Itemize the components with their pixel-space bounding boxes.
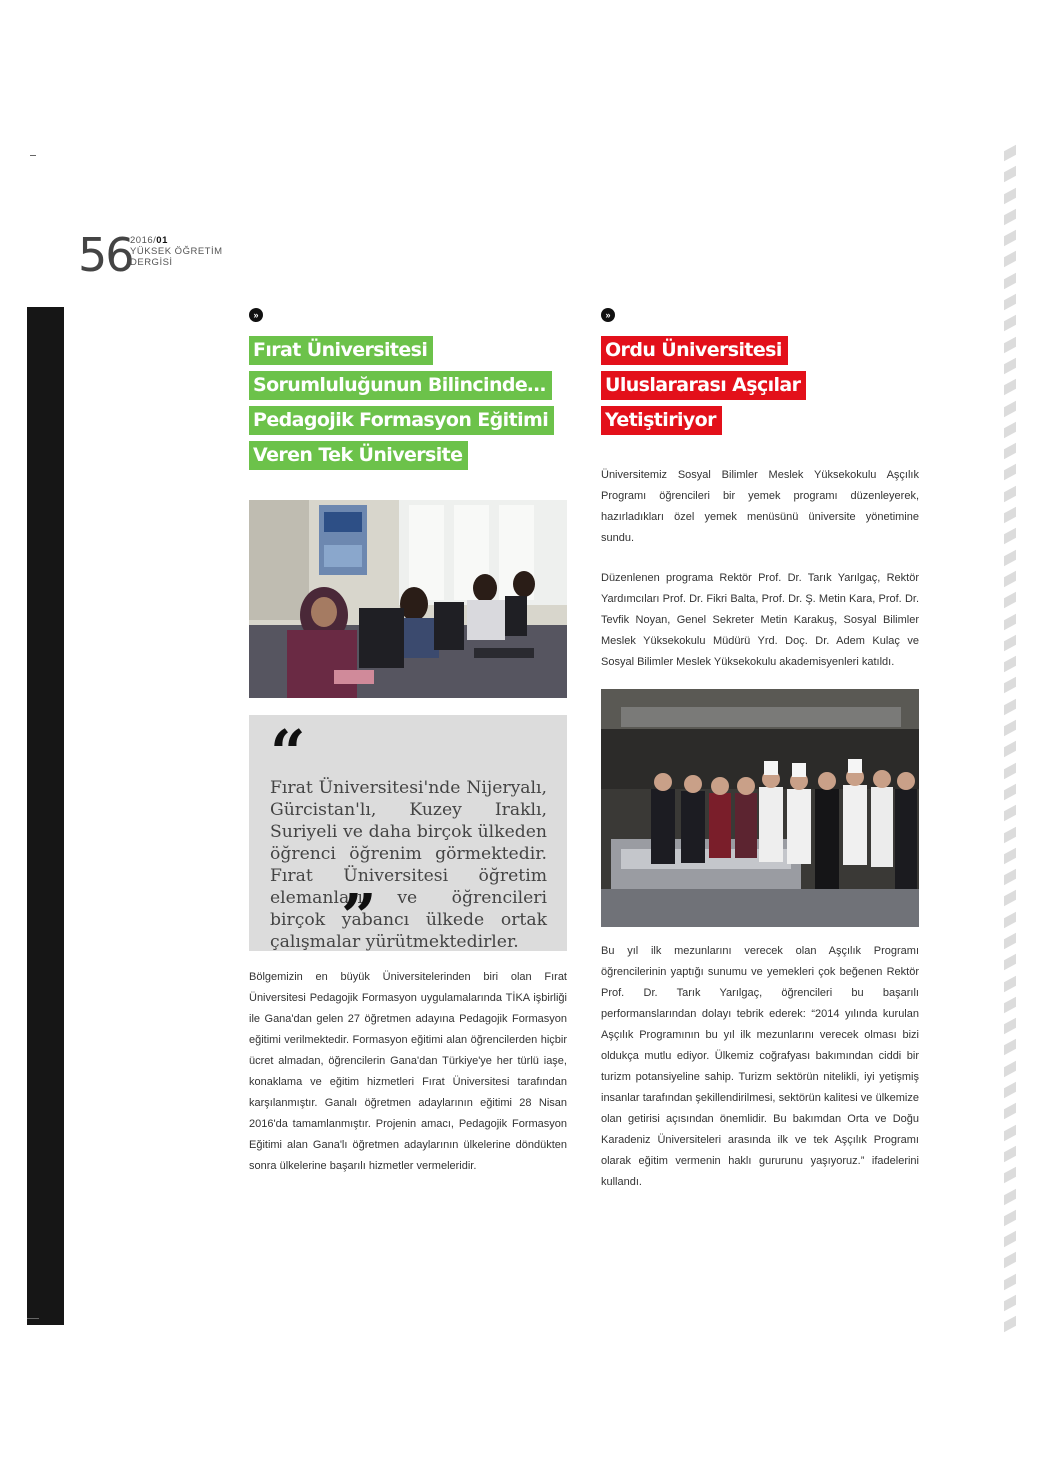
headline-line: Uluslararası Aşçılar <box>601 371 806 400</box>
masthead <box>130 235 223 268</box>
right-article-paragraph: Düzenlenen programa Rektör Prof. Dr. Tarık Yarılgaç, Rektör Yardımcıları Prof. Dr. Fikri Balta, Prof. Dr. Ş. Metin Kara, Prof. Dr. Tevfik Noyan, Genel Sekreter Metin Karakuş, Sosyal Bilimler Meslek Yüksekokulu Müdürü Yrd. Doç. Dr. Adem Kulaç ve Sosyal Bilimler Meslek Yüksekokulu akademisyenleri katıldı. <box>601 572 919 668</box>
classroom-photo <box>249 500 567 698</box>
right-article-paragraph: Bu yıl ilk mezunlarını verecek olan Aşçılık Programı öğrencilerinin yaptığı sunumu ve yemekleri çok beğenen Rektör Prof. Dr. Tarık Yarılgaç, öğrencileri bu başarılı performanslarından dolayı tebrik ederek: “2014 yılında kurulan Aşçılık Programının bu yıl ilk mezunlarını verecek olması bizi oldukça mutlu ediyor. Ülkemiz coğrafyası bakımından ciddi bir turizm potansiyeline sahip. Turizm sektörün nitelikli, iyi yetişmiş insanlar tarafından şekillendirilmesi, sektörün kalitesi ve ülkemize olan getirisi açısından önemlidir. Bu bakımdan Orta ve Doğu Karadeniz Üniversiteleri arasında ilk ve tek Aşçılık Programı olarak eğitim vermenin haklı gururunu yaşıyoruz.” ifadelerini kullandı. <box>601 945 919 1188</box>
headline-line: Pedagojik Formasyon Eğitimi <box>249 406 554 435</box>
crop-mark <box>27 1318 39 1319</box>
magazine-name-line2: DERGİSİ <box>130 257 173 268</box>
pull-quote <box>249 715 567 951</box>
classroom-photo-illustration <box>249 500 567 698</box>
quote-open-mark: “ <box>270 716 300 789</box>
left-article-headline <box>249 336 567 470</box>
page-edge-pattern <box>1004 148 1018 1330</box>
right-article <box>601 308 919 1193</box>
magazine-name: YÜKSEK ÖĞRETİM <box>130 246 223 257</box>
crop-mark <box>30 155 36 156</box>
chefs-group-photo <box>601 689 919 927</box>
double-chevron-right-icon: » <box>601 308 615 322</box>
left-article-body: Bölgemizin en büyük Üniversitelerinden biri olan Fırat Üniversitesi Pedagojik Formasyon uygulamalarında TİKA işbirliği ile Gana'dan gelen 27 öğretmen adayına Pedagojik Formasyon eğitimi verilmektedir. Formasyon eğitimi alan öğrencilerden hiçbir ücret almadan, öğrencilerin Gana'dan Türkiye'ye her türlü iaşe, konaklama ve eğitim hizmetleri Fırat Üniversitesi tarafından karşılanmıştır. Ganalı öğretmen adaylarının eğitimi 28 Nisan 2016'da tamamlanmıştır. Projenin amacı, Pedagojik Formasyon Eğitimi alan Gana'lı öğretmen adaylarının ülkelerine döndükten sonra ülkelerine başarılı hizmetler vermeleridir. <box>249 971 567 1172</box>
quote-close-mark: ” <box>341 880 371 953</box>
headline-line: Sorumluluğunun Bilincinde… <box>249 371 552 400</box>
headline-line: Ordu Üniversitesi <box>601 336 788 365</box>
double-chevron-right-icon: » <box>249 308 263 322</box>
right-article-headline <box>601 336 919 435</box>
left-article <box>249 308 567 1177</box>
quote-text: Fırat Üniversitesi'nde Nijeryalı, Gürcistan'lı, Kuzey Iraklı, Suriyeli ve daha birçok ülkeden öğrenci öğrenim görmektedir. Fırat Üniversitesi öğretim elemanları ve öğrencileri birçok yabancı ülkede ortak çalışmalar yürütmektedirler. <box>270 778 547 952</box>
issue-label: 2016/01 <box>130 235 168 246</box>
headline-line: Fırat Üniversitesi <box>249 336 433 365</box>
page-number: 56 <box>78 228 133 282</box>
headline-line: Veren Tek Üniversite <box>249 441 468 470</box>
headline-line: Yetiştiriyor <box>601 406 722 435</box>
right-article-paragraph: Üniversitemiz Sosyal Bilimler Meslek Yüksekokulu Aşçılık Programı öğrencileri bir yemek programı düzenleyerek, hazırladıkları özel yemek menüsünü üniversite yönetimine sundu. <box>601 469 919 544</box>
chefs-photo-illustration <box>601 689 919 927</box>
black-sidebar-bar <box>27 307 64 1325</box>
